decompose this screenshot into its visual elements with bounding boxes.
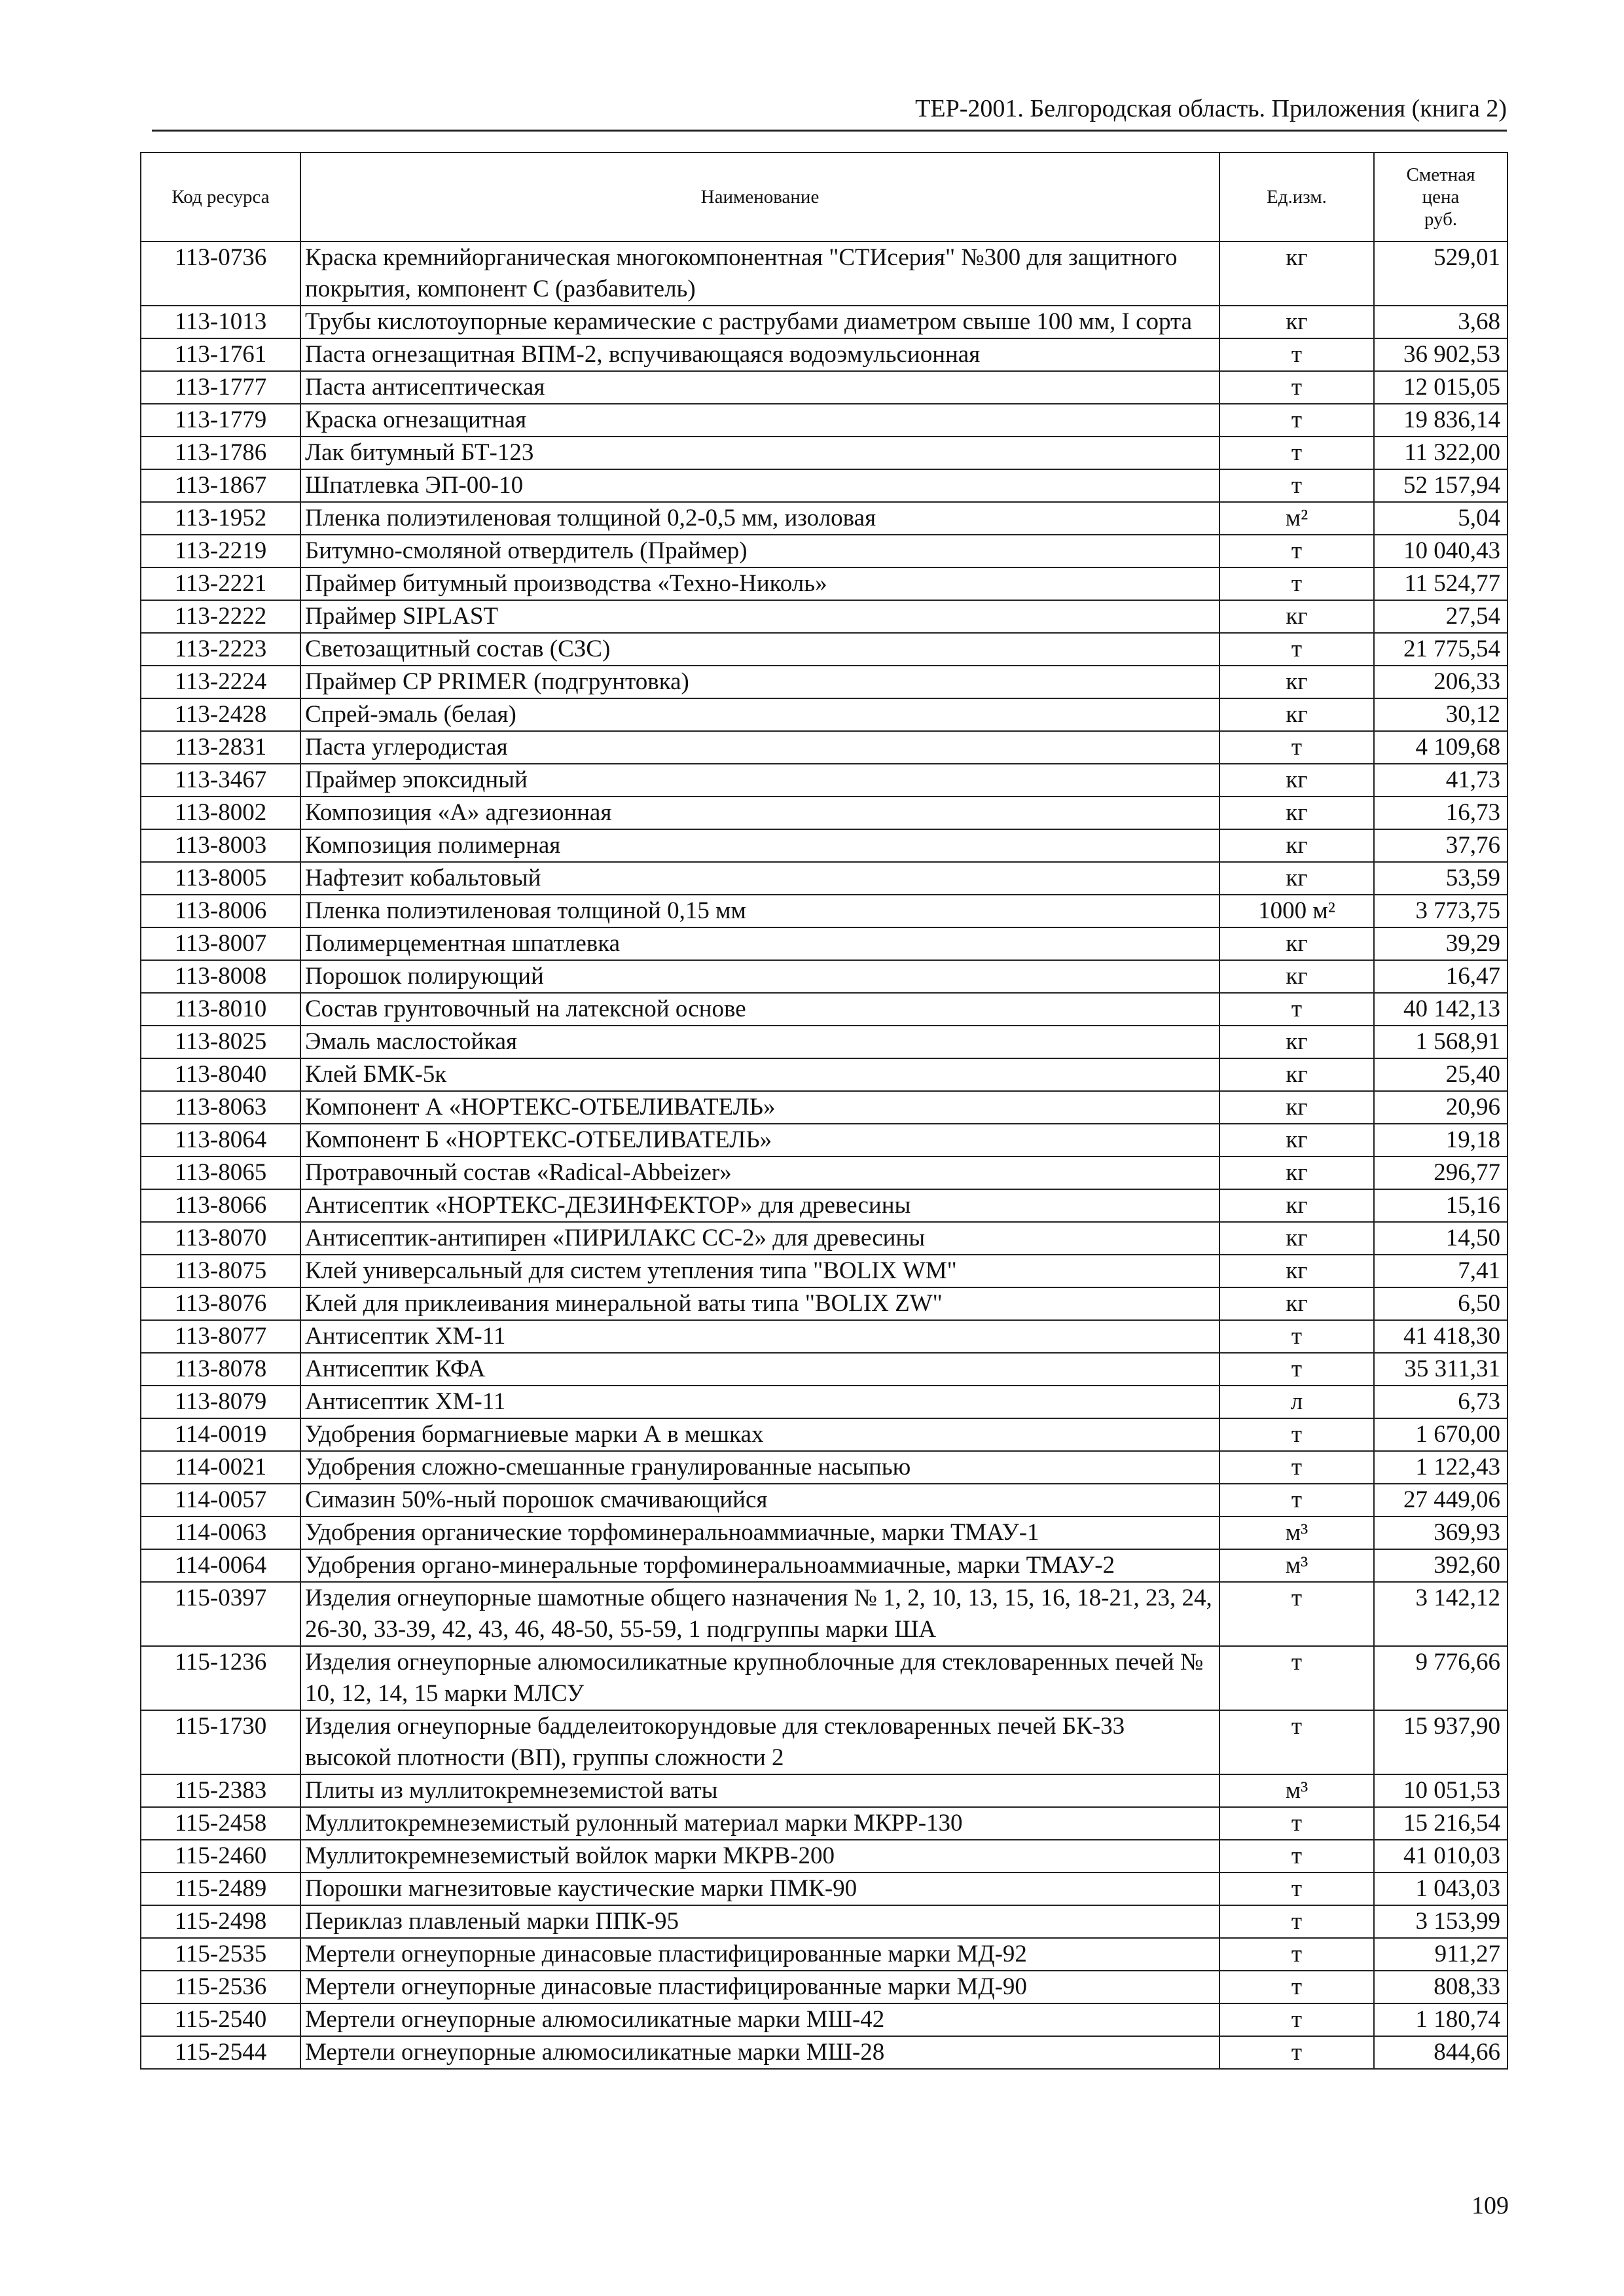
table-row <box>141 993 1507 1026</box>
column-header-code: Код ресурса <box>141 152 300 242</box>
page-number: 109 <box>1471 2192 1509 2219</box>
running-title: ТЕР-2001. Белгородская область. Приложения (книга 2) <box>152 92 1507 132</box>
table-row <box>141 1353 1507 1386</box>
unit-cell: кг <box>1219 1287 1374 1320</box>
resource-name-cell: Композиция полимерная <box>300 829 1219 862</box>
table-row <box>141 338 1507 371</box>
resource-name-cell: Муллитокремнеземистый войлок марки МКРВ-200 <box>300 1840 1219 1873</box>
table-row <box>141 306 1507 338</box>
resource-name-cell: Компонент Б «НОРТЕКС-ОТБЕЛИВАТЕЛЬ» <box>300 1124 1219 1157</box>
unit-cell: т <box>1219 567 1374 600</box>
table-row <box>141 1287 1507 1320</box>
table-row <box>141 895 1507 927</box>
table-row <box>141 862 1507 895</box>
price-cell: 808,33 <box>1374 1971 1507 2003</box>
table-row <box>141 1157 1507 1189</box>
unit-cell: т <box>1219 1905 1374 1938</box>
resource-name-cell: Удобрения бормагниевые марки А в мешках <box>300 1418 1219 1451</box>
resource-code-cell: 113-2428 <box>141 698 300 731</box>
resource-code-cell: 113-8078 <box>141 1353 300 1386</box>
table-row <box>141 371 1507 404</box>
resource-name-cell: Краска огнезащитная <box>300 404 1219 437</box>
resource-name-cell: Спрей-эмаль (белая) <box>300 698 1219 731</box>
table-row <box>141 960 1507 993</box>
resource-code-cell: 115-2460 <box>141 1840 300 1873</box>
resource-name-cell: Муллитокремнеземистый рулонный материал марки МКРР-130 <box>300 1807 1219 1840</box>
price-cell: 35 311,31 <box>1374 1353 1507 1386</box>
price-cell: 844,66 <box>1374 2036 1507 2069</box>
table-row <box>141 1582 1507 1646</box>
resource-code-cell: 113-2223 <box>141 633 300 666</box>
resource-code-cell: 114-0057 <box>141 1484 300 1516</box>
unit-cell: т <box>1219 1971 1374 2003</box>
unit-cell: кг <box>1219 306 1374 338</box>
resource-code-cell: 114-0064 <box>141 1549 300 1582</box>
price-cell: 12 015,05 <box>1374 371 1507 404</box>
resource-code-cell: 113-8070 <box>141 1222 300 1255</box>
table-row <box>141 1774 1507 1807</box>
price-cell: 1 122,43 <box>1374 1451 1507 1484</box>
table-row <box>141 927 1507 960</box>
unit-cell: кг <box>1219 1222 1374 1255</box>
resource-name-cell: Антисептик-антипирен «ПИРИЛАКС СС-2» для древесины <box>300 1222 1219 1255</box>
resource-name-cell: Мертели огнеупорные динасовые пластифицированные марки МД-92 <box>300 1938 1219 1971</box>
resource-code-cell: 113-2219 <box>141 535 300 567</box>
price-cell: 40 142,13 <box>1374 993 1507 1026</box>
table-row <box>141 2003 1507 2036</box>
resource-name-cell: Праймер битумный производства «Техно-Николь» <box>300 567 1219 600</box>
resource-name-cell: Антисептик КФА <box>300 1353 1219 1386</box>
table-row <box>141 1938 1507 1971</box>
unit-cell: т <box>1219 1484 1374 1516</box>
price-cell: 14,50 <box>1374 1222 1507 1255</box>
resource-code-cell: 113-0736 <box>141 242 300 306</box>
table-row <box>141 1451 1507 1484</box>
unit-cell: кг <box>1219 862 1374 895</box>
price-cell: 15 937,90 <box>1374 1710 1507 1774</box>
table-row <box>141 1516 1507 1549</box>
price-cell: 16,73 <box>1374 797 1507 829</box>
price-cell: 15 216,54 <box>1374 1807 1507 1840</box>
table-row <box>141 1484 1507 1516</box>
resource-name-cell: Праймер SIPLAST <box>300 600 1219 633</box>
column-header-price <box>1374 152 1507 242</box>
resource-price-table <box>140 152 1508 2070</box>
resource-code-cell: 113-8002 <box>141 797 300 829</box>
table-row <box>141 698 1507 731</box>
price-cell: 15,16 <box>1374 1189 1507 1222</box>
resource-code-cell: 114-0021 <box>141 1451 300 1484</box>
resource-name-cell: Изделия огнеупорные бадделеитокорундовые для стекловаренных печей БК-33 высокой плотности (ВП), группы сложности 2 <box>300 1710 1219 1774</box>
unit-cell: кг <box>1219 1058 1374 1091</box>
table-row <box>141 437 1507 469</box>
unit-cell: кг <box>1219 1157 1374 1189</box>
price-cell: 19 836,14 <box>1374 404 1507 437</box>
resource-code-cell: 113-3467 <box>141 764 300 797</box>
table-row <box>141 404 1507 437</box>
unit-cell: т <box>1219 1710 1374 1774</box>
price-cell: 10 040,43 <box>1374 535 1507 567</box>
table-row <box>141 1971 1507 2003</box>
resource-code-cell: 113-8063 <box>141 1091 300 1124</box>
table-row <box>141 535 1507 567</box>
price-cell: 3 773,75 <box>1374 895 1507 927</box>
resource-name-cell: Краска кремнийорганическая многокомпонентная "СТИсерия" №300 для защитного покрытия, компонент С (разбавитель) <box>300 242 1219 306</box>
unit-cell: кг <box>1219 1189 1374 1222</box>
resource-code-cell: 113-1761 <box>141 338 300 371</box>
price-header-line: Сметная <box>1406 164 1475 185</box>
unit-cell: кг <box>1219 1026 1374 1058</box>
resource-name-cell: Шпатлевка ЭП-00-10 <box>300 469 1219 502</box>
resource-name-cell: Мертели огнеупорные динасовые пластифицированные марки МД-90 <box>300 1971 1219 2003</box>
resource-name-cell: Трубы кислотоупорные керамические с раструбами диаметром свыше 100 мм, I сорта <box>300 306 1219 338</box>
unit-cell: т <box>1219 993 1374 1026</box>
unit-cell: т <box>1219 633 1374 666</box>
resource-name-cell: Паста антисептическая <box>300 371 1219 404</box>
table-row <box>141 242 1507 306</box>
table-row <box>141 1189 1507 1222</box>
resource-name-cell: Полимерцементная шпатлевка <box>300 927 1219 960</box>
resource-code-cell: 113-1952 <box>141 502 300 535</box>
price-cell: 3 153,99 <box>1374 1905 1507 1938</box>
table-row <box>141 666 1507 698</box>
table-row <box>141 1646 1507 1710</box>
resource-code-cell: 115-2458 <box>141 1807 300 1840</box>
unit-cell: т <box>1219 1807 1374 1840</box>
resource-code-cell: 115-2536 <box>141 1971 300 2003</box>
resource-code-cell: 115-1236 <box>141 1646 300 1710</box>
resource-code-cell: 115-0397 <box>141 1582 300 1646</box>
resource-code-cell: 113-8005 <box>141 862 300 895</box>
resource-code-cell: 115-2535 <box>141 1938 300 1971</box>
unit-cell: т <box>1219 1646 1374 1710</box>
price-cell: 30,12 <box>1374 698 1507 731</box>
price-cell: 3,68 <box>1374 306 1507 338</box>
resource-code-cell: 113-1013 <box>141 306 300 338</box>
unit-cell: кг <box>1219 797 1374 829</box>
price-cell: 41 418,30 <box>1374 1320 1507 1353</box>
resource-code-cell: 113-8066 <box>141 1189 300 1222</box>
table-row <box>141 600 1507 633</box>
table-row <box>141 1386 1507 1418</box>
table-row <box>141 731 1507 764</box>
unit-cell: т <box>1219 1582 1374 1646</box>
table-row <box>141 502 1507 535</box>
table-row <box>141 1418 1507 1451</box>
price-header-line: цена <box>1422 187 1460 207</box>
price-cell: 41 010,03 <box>1374 1840 1507 1873</box>
unit-cell: м³ <box>1219 1516 1374 1549</box>
price-cell: 41,73 <box>1374 764 1507 797</box>
table-row <box>141 469 1507 502</box>
unit-cell: кг <box>1219 1091 1374 1124</box>
table-row <box>141 2036 1507 2069</box>
price-cell: 39,29 <box>1374 927 1507 960</box>
resource-name-cell: Паста огнезащитная ВПМ-2, вспучивающаяся водоэмульсионная <box>300 338 1219 371</box>
resource-code-cell: 113-8077 <box>141 1320 300 1353</box>
price-cell: 6,50 <box>1374 1287 1507 1320</box>
unit-cell: кг <box>1219 1124 1374 1157</box>
resource-code-cell: 113-8003 <box>141 829 300 862</box>
price-cell: 9 776,66 <box>1374 1646 1507 1710</box>
resource-code-cell: 113-1867 <box>141 469 300 502</box>
unit-cell: кг <box>1219 927 1374 960</box>
price-cell: 16,47 <box>1374 960 1507 993</box>
resource-name-cell: Эмаль маслостойкая <box>300 1026 1219 1058</box>
table-body <box>141 242 1507 2069</box>
table-row <box>141 829 1507 862</box>
price-cell: 53,59 <box>1374 862 1507 895</box>
price-cell: 21 775,54 <box>1374 633 1507 666</box>
resource-name-cell: Светозащитный состав (СЗС) <box>300 633 1219 666</box>
unit-cell: кг <box>1219 600 1374 633</box>
resource-name-cell: Порошки магнезитовые каустические марки ПМК-90 <box>300 1873 1219 1905</box>
resource-name-cell: Праймер CP PRIMER (подгрунтовка) <box>300 666 1219 698</box>
table-row <box>141 764 1507 797</box>
resource-name-cell: Периклаз плавленый марки ППК-95 <box>300 1905 1219 1938</box>
resource-name-cell: Мертели огнеупорные алюмосиликатные марки МШ-42 <box>300 2003 1219 2036</box>
resource-code-cell: 113-2831 <box>141 731 300 764</box>
table-row <box>141 1807 1507 1840</box>
table-row <box>141 1255 1507 1287</box>
table-row <box>141 1873 1507 1905</box>
resource-code-cell: 113-2224 <box>141 666 300 698</box>
resource-code-cell: 113-2221 <box>141 567 300 600</box>
unit-cell: т <box>1219 535 1374 567</box>
unit-cell: м³ <box>1219 1774 1374 1807</box>
table-row <box>141 1320 1507 1353</box>
resource-code-cell: 115-2540 <box>141 2003 300 2036</box>
resource-code-cell: 113-8006 <box>141 895 300 927</box>
price-cell: 1 670,00 <box>1374 1418 1507 1451</box>
resource-name-cell: Антисептик ХМ-11 <box>300 1386 1219 1418</box>
price-cell: 11 524,77 <box>1374 567 1507 600</box>
resource-name-cell: Клей универсальный для систем утепления типа "BOLIX WM" <box>300 1255 1219 1287</box>
resource-name-cell: Паста углеродистая <box>300 731 1219 764</box>
price-cell: 36 902,53 <box>1374 338 1507 371</box>
resource-name-cell: Праймер эпоксидный <box>300 764 1219 797</box>
resource-name-cell: Пленка полиэтиленовая толщиной 0,2-0,5 мм, изоловая <box>300 502 1219 535</box>
price-header-line: руб. <box>1424 209 1458 230</box>
table-row <box>141 1091 1507 1124</box>
table-row <box>141 1124 1507 1157</box>
resource-code-cell: 115-2383 <box>141 1774 300 1807</box>
price-cell: 1 180,74 <box>1374 2003 1507 2036</box>
price-cell: 11 322,00 <box>1374 437 1507 469</box>
unit-cell: т <box>1219 2036 1374 2069</box>
unit-cell: т <box>1219 1840 1374 1873</box>
resource-code-cell: 113-2222 <box>141 600 300 633</box>
resource-code-cell: 113-8076 <box>141 1287 300 1320</box>
resource-code-cell: 113-8008 <box>141 960 300 993</box>
unit-cell: 1000 м² <box>1219 895 1374 927</box>
unit-cell: т <box>1219 1353 1374 1386</box>
table-row <box>141 1222 1507 1255</box>
price-cell: 7,41 <box>1374 1255 1507 1287</box>
resource-code-cell: 113-8025 <box>141 1026 300 1058</box>
price-cell: 369,93 <box>1374 1516 1507 1549</box>
resource-code-cell: 115-1730 <box>141 1710 300 1774</box>
unit-cell: кг <box>1219 666 1374 698</box>
resource-name-cell: Клей БМК-5к <box>300 1058 1219 1091</box>
table-row <box>141 567 1507 600</box>
resource-name-cell: Мертели огнеупорные алюмосиликатные марки МШ-28 <box>300 2036 1219 2069</box>
price-cell: 392,60 <box>1374 1549 1507 1582</box>
table-row <box>141 1905 1507 1938</box>
resource-name-cell: Битумно-смоляной отвердитель (Праймер) <box>300 535 1219 567</box>
unit-cell: м² <box>1219 502 1374 535</box>
price-cell: 27,54 <box>1374 600 1507 633</box>
table-row <box>141 633 1507 666</box>
resource-name-cell: Антисептик ХМ-11 <box>300 1320 1219 1353</box>
resource-name-cell: Состав грунтовочный на латексной основе <box>300 993 1219 1026</box>
unit-cell: кг <box>1219 242 1374 306</box>
price-cell: 52 157,94 <box>1374 469 1507 502</box>
unit-cell: т <box>1219 1320 1374 1353</box>
resource-code-cell: 113-1779 <box>141 404 300 437</box>
resource-code-cell: 115-2489 <box>141 1873 300 1905</box>
resource-name-cell: Компонент А «НОРТЕКС-ОТБЕЛИВАТЕЛЬ» <box>300 1091 1219 1124</box>
resource-code-cell: 115-2498 <box>141 1905 300 1938</box>
resource-code-cell: 113-1786 <box>141 437 300 469</box>
unit-cell: м³ <box>1219 1549 1374 1582</box>
resource-name-cell: Изделия огнеупорные алюмосиликатные крупноблочные для стекловаренных печей № 10, 12, 14, 15 марки МЛСУ <box>300 1646 1219 1710</box>
price-cell: 3 142,12 <box>1374 1582 1507 1646</box>
price-cell: 10 051,53 <box>1374 1774 1507 1807</box>
resource-name-cell: Антисептик «НОРТЕКС-ДЕЗИНФЕКТОР» для древесины <box>300 1189 1219 1222</box>
resource-name-cell: Нафтезит кобальтовый <box>300 862 1219 895</box>
resource-name-cell: Плиты из муллитокремнеземистой ваты <box>300 1774 1219 1807</box>
price-cell: 1 043,03 <box>1374 1873 1507 1905</box>
resource-name-cell: Лак битумный БТ-123 <box>300 437 1219 469</box>
column-header-name: Наименование <box>300 152 1219 242</box>
resource-code-cell: 113-8007 <box>141 927 300 960</box>
price-cell: 27 449,06 <box>1374 1484 1507 1516</box>
unit-cell: т <box>1219 1451 1374 1484</box>
unit-cell: т <box>1219 1938 1374 1971</box>
column-header-unit: Ед.изм. <box>1219 152 1374 242</box>
price-cell: 529,01 <box>1374 242 1507 306</box>
resource-name-cell: Удобрения органические торфоминеральноаммиачные, марки ТМАУ-1 <box>300 1516 1219 1549</box>
resource-name-cell: Пленка полиэтиленовая толщиной 0,15 мм <box>300 895 1219 927</box>
resource-code-cell: 114-0019 <box>141 1418 300 1451</box>
table-row <box>141 1549 1507 1582</box>
table-row <box>141 1710 1507 1774</box>
table-row <box>141 1840 1507 1873</box>
unit-cell: кг <box>1219 960 1374 993</box>
table-row <box>141 1026 1507 1058</box>
resource-name-cell: Клей для приклеивания минеральной ваты типа "BOLIX ZW" <box>300 1287 1219 1320</box>
price-cell: 19,18 <box>1374 1124 1507 1157</box>
price-cell: 37,76 <box>1374 829 1507 862</box>
price-cell: 296,77 <box>1374 1157 1507 1189</box>
price-cell: 4 109,68 <box>1374 731 1507 764</box>
unit-cell: т <box>1219 469 1374 502</box>
unit-cell: т <box>1219 404 1374 437</box>
unit-cell: т <box>1219 338 1374 371</box>
resource-name-cell: Симазин 50%-ный порошок смачивающийся <box>300 1484 1219 1516</box>
price-cell: 6,73 <box>1374 1386 1507 1418</box>
resource-code-cell: 114-0063 <box>141 1516 300 1549</box>
price-cell: 911,27 <box>1374 1938 1507 1971</box>
table-header-row <box>141 152 1507 242</box>
price-cell: 206,33 <box>1374 666 1507 698</box>
unit-cell: т <box>1219 731 1374 764</box>
table-row <box>141 1058 1507 1091</box>
unit-cell: т <box>1219 1873 1374 1905</box>
resource-name-cell: Изделия огнеупорные шамотные общего назначения № 1, 2, 10, 13, 15, 16, 18-21, 23, 24, 26-30, 33-39, 42, 43, 46, 48-50, 55-59, 1 подгруппы марки ША <box>300 1582 1219 1646</box>
table-row <box>141 797 1507 829</box>
resource-code-cell: 113-8064 <box>141 1124 300 1157</box>
unit-cell: кг <box>1219 829 1374 862</box>
unit-cell: т <box>1219 2003 1374 2036</box>
unit-cell: т <box>1219 371 1374 404</box>
unit-cell: т <box>1219 1418 1374 1451</box>
resource-code-cell: 115-2544 <box>141 2036 300 2069</box>
price-cell: 25,40 <box>1374 1058 1507 1091</box>
resource-name-cell: Композиция «А» адгезионная <box>300 797 1219 829</box>
resource-name-cell: Удобрения органо-минеральные торфоминеральноаммиачные, марки ТМАУ-2 <box>300 1549 1219 1582</box>
resource-name-cell: Протравочный состав «Radical-Abbeizer» <box>300 1157 1219 1189</box>
unit-cell: л <box>1219 1386 1374 1418</box>
price-cell: 1 568,91 <box>1374 1026 1507 1058</box>
resource-code-cell: 113-8079 <box>141 1386 300 1418</box>
unit-cell: кг <box>1219 764 1374 797</box>
unit-cell: кг <box>1219 1255 1374 1287</box>
unit-cell: т <box>1219 437 1374 469</box>
unit-cell: кг <box>1219 698 1374 731</box>
resource-code-cell: 113-8065 <box>141 1157 300 1189</box>
resource-name-cell: Порошок полирующий <box>300 960 1219 993</box>
resource-name-cell: Удобрения сложно-смешанные гранулированные насыпью <box>300 1451 1219 1484</box>
resource-code-cell: 113-8040 <box>141 1058 300 1091</box>
resource-code-cell: 113-8075 <box>141 1255 300 1287</box>
resource-code-cell: 113-8010 <box>141 993 300 1026</box>
price-cell: 20,96 <box>1374 1091 1507 1124</box>
resource-code-cell: 113-1777 <box>141 371 300 404</box>
price-cell: 5,04 <box>1374 502 1507 535</box>
